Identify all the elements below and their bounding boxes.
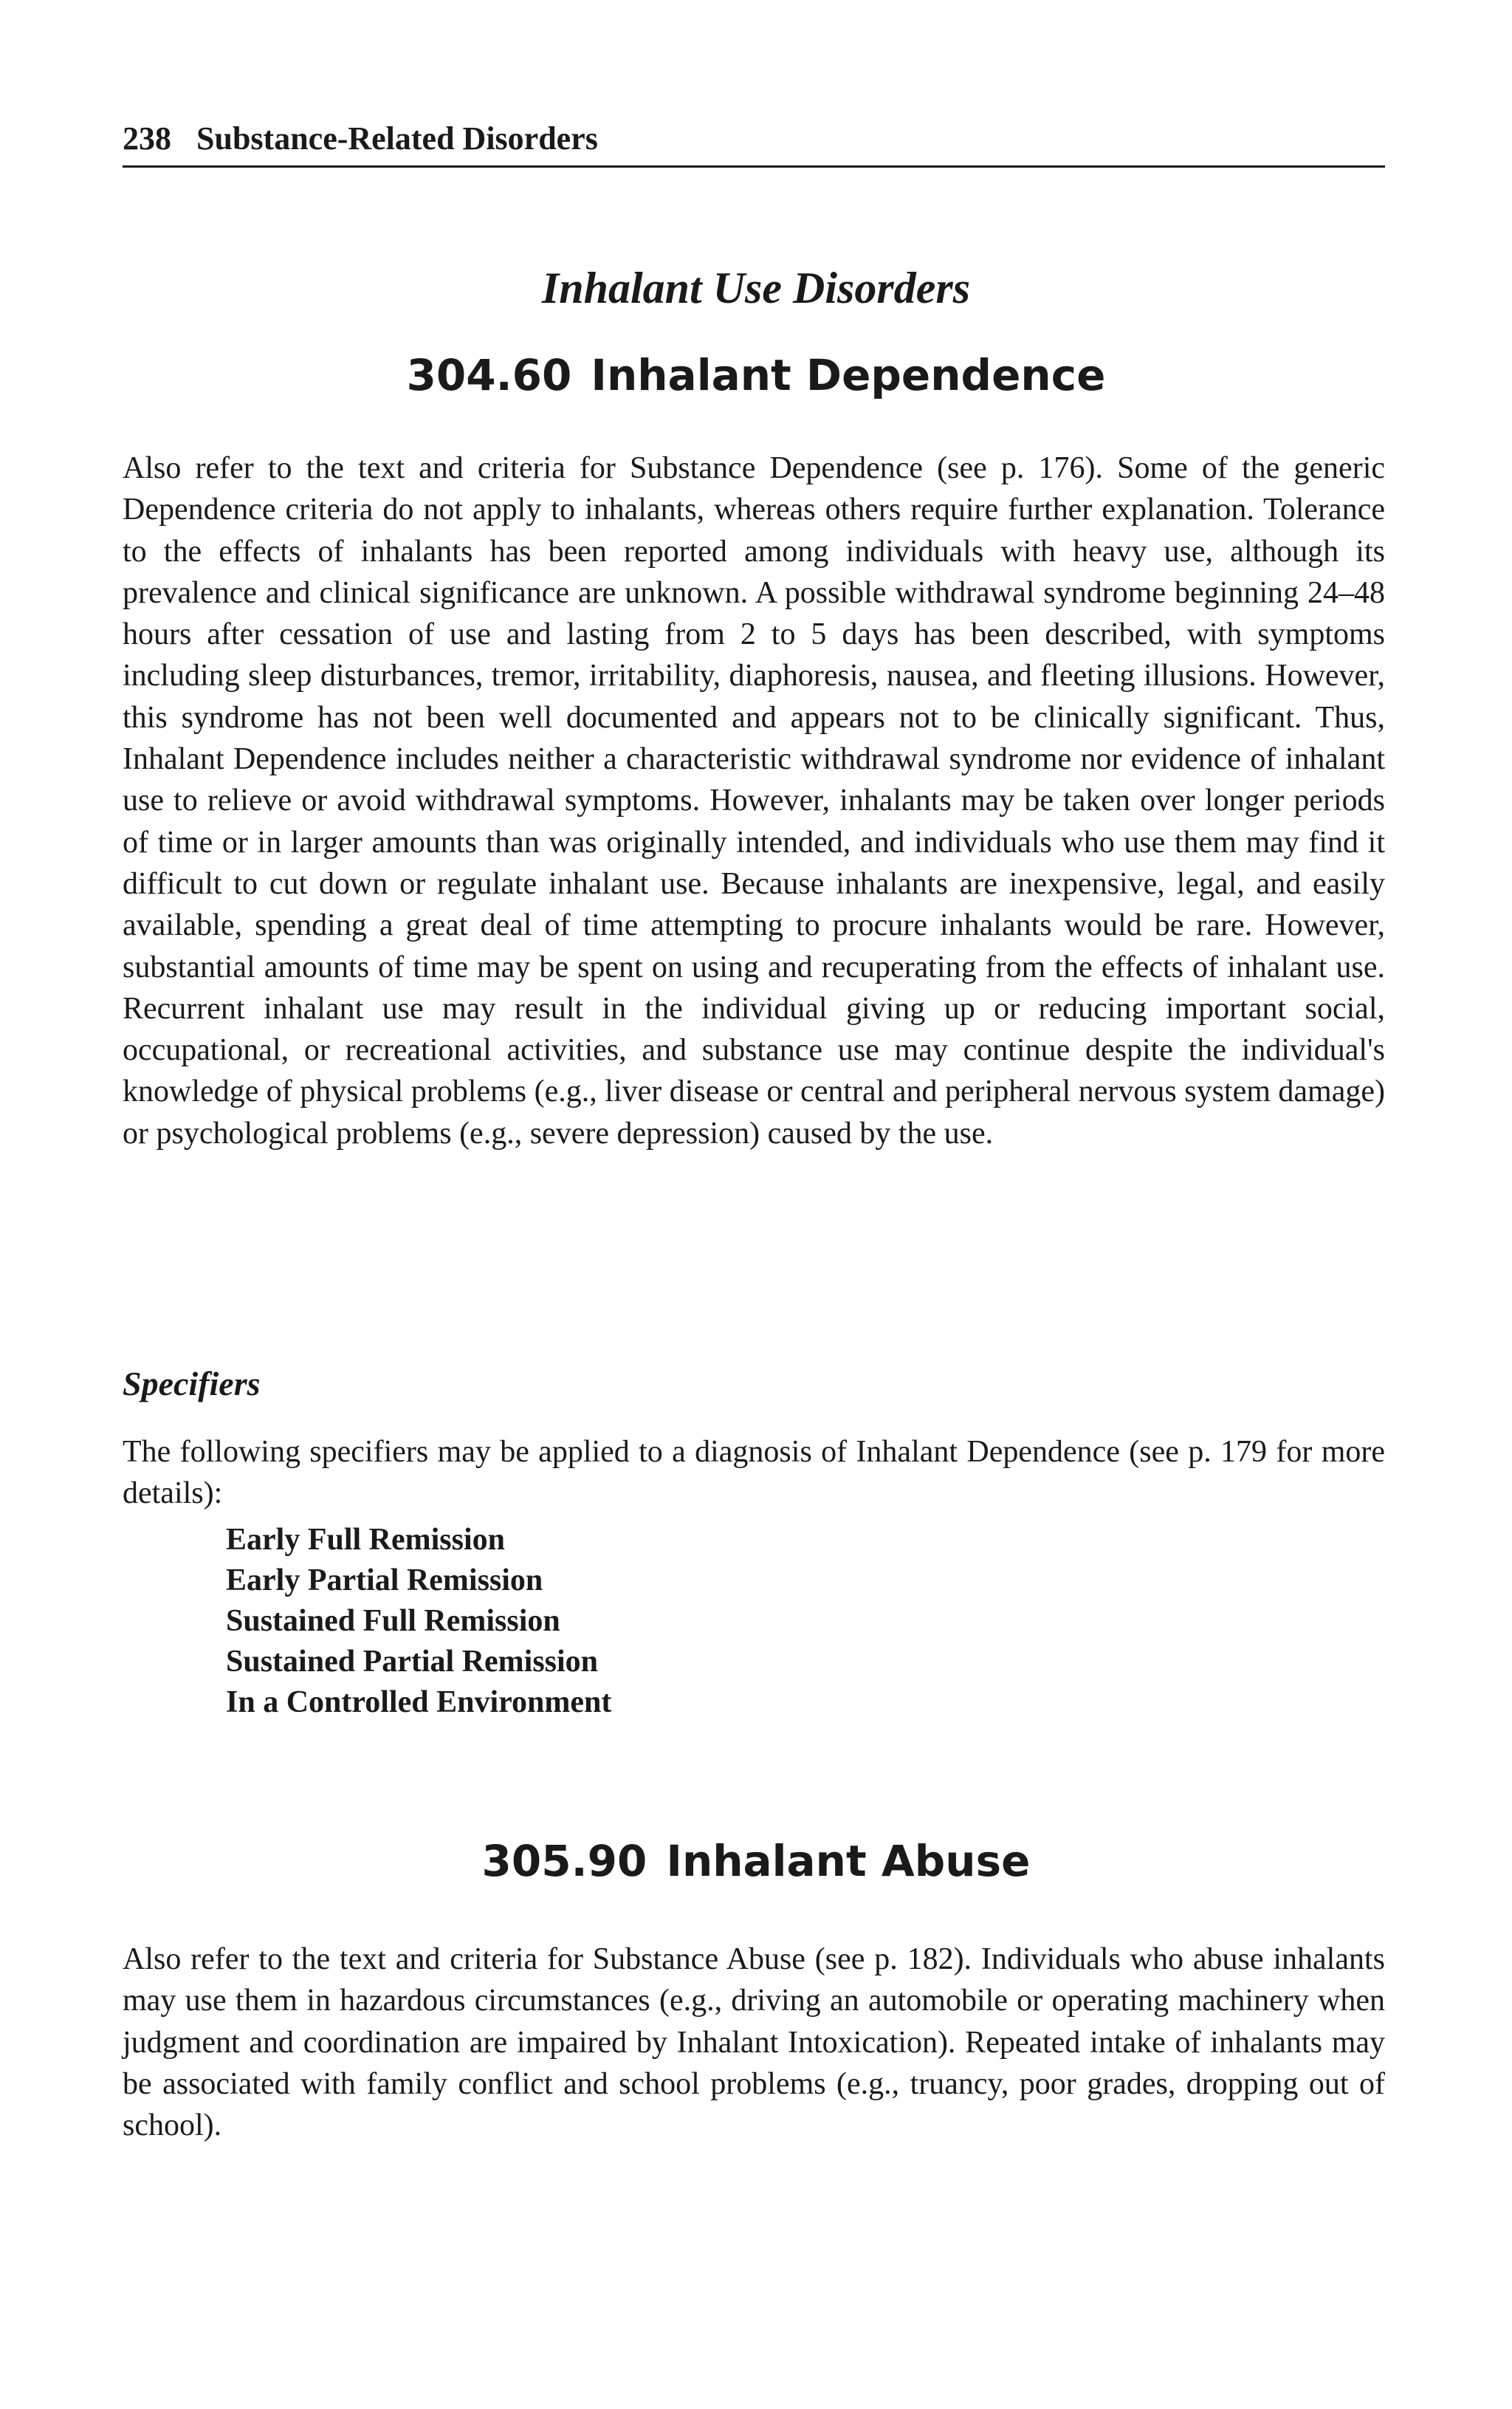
specifiers-heading: Specifiers [123, 1365, 261, 1402]
running-head-title: Substance-Related Disorders [196, 120, 598, 157]
dependence-paragraph: Also refer to the text and criteria for Substance Dependence (see p. 176). Some of the generic Dependence criteria do not apply to inhalants, whereas others require further explanation. Tolerance to the effects of inhalants has been reported among individuals with heavy use, although its prevalence and clinical significance are unknown. A possible withdrawal syndrome beginning 24–48 hours after cessation of use and lasting from 2 to 5 days has been described, with symptoms including sleep disturbances, tremor, irritability, diaphoresis, nausea, and fleeting illusions. However, this syndrome has not been well documented and appears not to be clinically significant. Thus, Inhalant Dependence includes neither a characteristic withdrawal syndrome nor evidence of inhalant use to relieve or avoid withdrawal symptoms. However, inhalants may be taken over longer periods of time or in larger amounts than was originally intended, and individuals who use them may find it difficult to cut down or regulate inhalant use. Because inhalants are inexpensive, legal, and easily available, spending a great deal of time attempting to procure inhalants would be rare. However, substantial amounts of time may be spent on using and recuperating from the effects of inhalant use. Recurrent inhalant use may result in the individual giving up or reducing important social, occupational, or recreational activities, and substance use may continue despite the individual's knowledge of physical problems (e.g., liver disease or central and peripheral nervous system damage) or psychological problems (e.g., severe depression) caused by the use. [123, 451, 1385, 1151]
specifiers-intro: The following specifiers may be applied to a diagnosis of Inhalant Dependence (see p. 179 for more details): [123, 1435, 1385, 1511]
abuse-title: Inhalant Abuse [666, 1836, 1031, 1886]
page-number: 238 [123, 120, 171, 157]
specifier-item: Sustained Partial Remission [226, 1645, 599, 1679]
running-head [123, 112, 1385, 168]
specifier-item: Sustained Full Remission [226, 1604, 560, 1638]
abuse-code: 305.90 [481, 1836, 647, 1886]
section-title: Inhalant Use Disorders [541, 264, 971, 312]
specifier-list [226, 1520, 611, 1723]
specifier-item: Early Full Remission [226, 1523, 506, 1557]
specifier-item: In a Controlled Environment [226, 1685, 612, 1719]
dependence-title: Inhalant Dependence [591, 350, 1106, 400]
specifier-item: Early Partial Remission [226, 1563, 543, 1597]
dependence-code: 304.60 [406, 350, 572, 400]
abuse-heading [0, 1831, 1512, 1891]
abuse-paragraph: Also refer to the text and criteria for Substance Abuse (see p. 182). Individuals who abuse inhalants may use them in hazardous circumstances (e.g., driving an automobile or operating machinery when judgment and coordination are impaired by Inhalant Intoxication). Repeated intake of inhalants may be associated with family conflict and school problems (e.g., truancy, poor grades, dropping out of school). [123, 1942, 1385, 2143]
dependence-heading [0, 346, 1512, 405]
